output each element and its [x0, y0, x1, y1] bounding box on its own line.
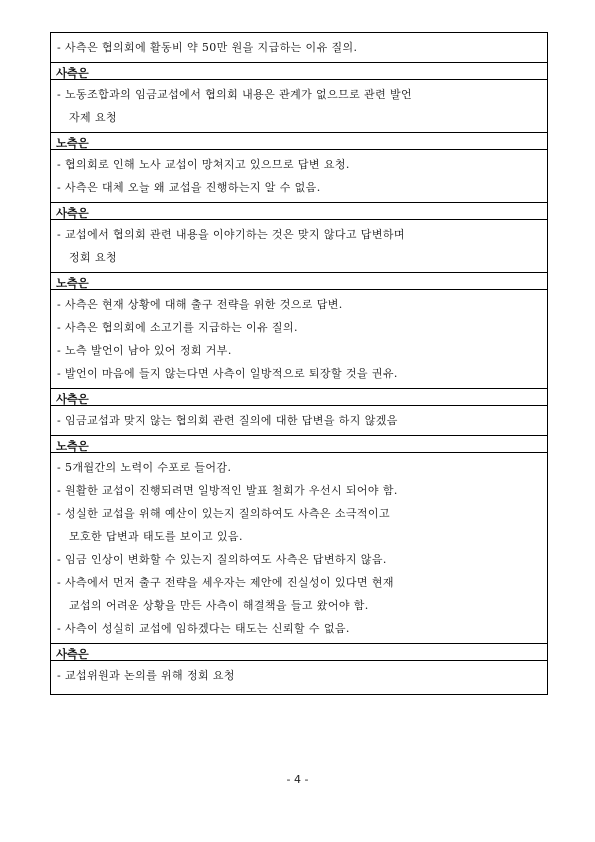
speaker-heading: 사측은 — [51, 63, 547, 80]
statement-block — [51, 661, 547, 695]
statement-line: - 교섭에서 협의회 관련 내용을 이야기하는 것은 맞지 않다고 답변하며 — [57, 228, 405, 241]
statement-line: - 노동조합과의 임금교섭에서 협의회 내용은 관계가 없으므로 관련 발언 — [57, 88, 413, 101]
statement-line: - 협의회로 인해 노사 교섭이 망쳐지고 있으므로 답변 요청. — [57, 158, 350, 171]
statement-line: - 성실한 교섭을 위해 예산이 있는지 질의하여도 사측은 소극적이고 — [57, 507, 390, 520]
speaker-heading: 노측은 — [51, 133, 547, 150]
statement-block — [51, 33, 547, 63]
statement-block — [51, 406, 547, 436]
statement-line: - 사측에서 먼저 출구 전략을 세우자는 제안에 진실성이 있다면 현재 — [57, 576, 394, 589]
statement-line: - 사측은 현재 상황에 대해 출구 전략을 위한 것으로 답변. — [57, 298, 343, 311]
statement-line: - 사측은 협의회에 활동비 약 50만 원을 지급하는 이유 질의. — [57, 41, 358, 54]
statement-block — [51, 453, 547, 644]
statement-line: 교섭의 어려운 상황을 만든 사측이 해결책을 들고 왔어야 함. — [69, 599, 369, 612]
statement-line: - 발언이 마음에 들지 않는다면 사측이 일방적으로 퇴장할 것을 권유. — [57, 367, 398, 380]
statement-line: - 임금 인상이 변화할 수 있는지 질의하여도 사측은 답변하지 않음. — [57, 553, 387, 566]
speaker-heading: 사측은 — [51, 203, 547, 220]
statement-line: - 사측은 협의회에 소고기를 지급하는 이유 질의. — [57, 321, 298, 334]
statement-block — [51, 80, 547, 133]
statement-line: - 5개월간의 노력이 수포로 들어감. — [57, 461, 232, 474]
minutes-table — [50, 32, 548, 695]
statement-line: 정회 요청 — [69, 251, 118, 264]
statement-line: 모호한 답변과 태도를 보이고 있음. — [69, 530, 243, 543]
table-tail — [57, 687, 541, 691]
speaker-heading: 노측은 — [51, 273, 547, 290]
statement-line: - 원활한 교섭이 진행되려면 일방적인 발표 철회가 우선시 되어야 함. — [57, 484, 398, 497]
speaker-heading: 사측은 — [51, 389, 547, 406]
statement-block — [51, 150, 547, 203]
statement-line: - 노측 발언이 남아 있어 정회 거부. — [57, 344, 232, 357]
statement-line: - 임금교섭과 맞지 않는 협의회 관련 질의에 대한 답변을 하지 않겠음 — [57, 414, 398, 427]
speaker-heading: 노측은 — [51, 436, 547, 453]
statement-line: - 사측이 성실히 교섭에 임하겠다는 태도는 신뢰할 수 없음. — [57, 622, 350, 635]
statement-block — [51, 220, 547, 273]
speaker-heading: 사측은 — [51, 644, 547, 661]
page-number: - 4 - — [286, 773, 309, 786]
statement-line: - 교섭위원과 논의를 위해 정회 요청 — [57, 669, 235, 682]
statement-line: - 사측은 대체 오늘 왜 교섭을 진행하는지 알 수 없음. — [57, 181, 321, 194]
statement-block — [51, 290, 547, 389]
statement-line: 자제 요청 — [69, 111, 118, 124]
